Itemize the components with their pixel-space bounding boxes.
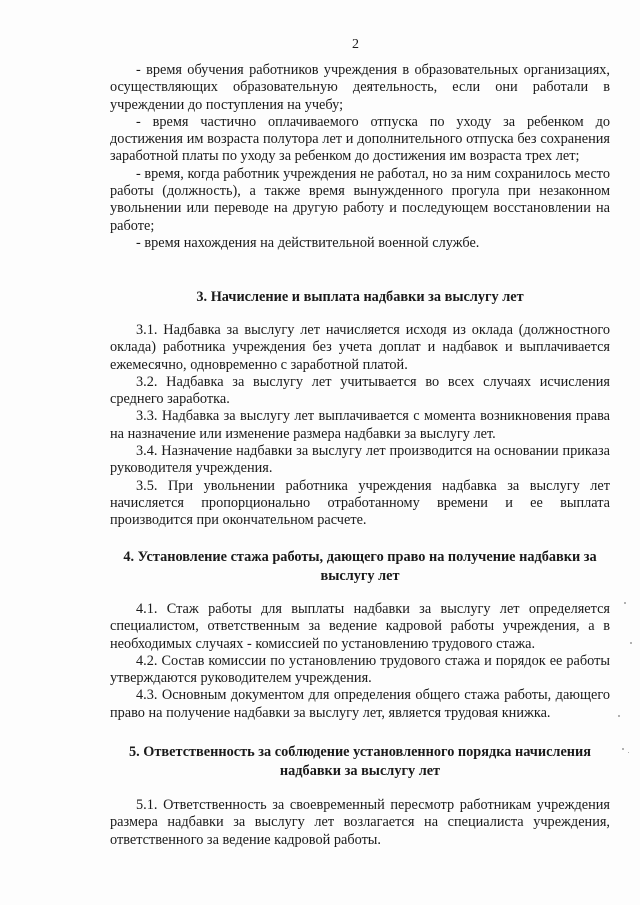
section-5-title: 5. Ответственность за соблюдение установленного порядка начисления надбавки за выслугу лет [128, 744, 592, 779]
list-continuation [110, 62, 610, 252]
section-5-body [110, 797, 610, 849]
paragraph-4-1: 4.1. Стаж работы для выплаты надбавки за выслугу лет определяется специалистом, ответственным за ведение кадровой работы учреждения, а в необходимых случаях - комиссией по установлению трудового стажа. [110, 601, 610, 652]
paragraph-3-4: 3.4. Назначение надбавки за выслугу лет производится на основании приказа руководителя учреждения. [110, 443, 610, 477]
paragraph-3-1: 3.1. Надбавка за выслугу лет начисляется исходя из оклада (должностного оклада) работника учреждения без учета доплат и надбавок и выплачивается ежемесячно, одновременно с заработной платой. [110, 322, 610, 373]
scan-speck [628, 752, 629, 753]
paragraph-3-5: 3.5. При увольнении работника учреждения надбавка за выслугу лет начисляется пропорционально отработанному времени и ее выплата производится при окончательном расчете. [110, 477, 610, 529]
section-4-title: 4. Установление стажа работы, дающего право на получение надбавки за выслугу лет [123, 549, 597, 584]
paragraph-4-2: 4.2. Состав комиссии по установлению трудового стажа и порядок ее работы утверждаются руководителем учреждения. [110, 652, 610, 687]
list-item-retained-position: - время, когда работник учреждения не работал, но за ним сохранилось место работы (должность), а также время вынужденного прогула при незаконном увольнении или переводе на другую работу и последующем восстановлении на работе; [110, 165, 610, 234]
scan-speck [624, 602, 626, 604]
paragraph-3-2: 3.2. Надбавка за выслугу лет учитывается во всех случаях исчисления среднего заработка. [110, 373, 610, 408]
list-item-parental-leave: - время частично оплачиваемого отпуска по уходу за ребенком до достижения им возраста полутора лет и дополнительного отпуска без сохранения заработной платы по уходу за ребенком до достижения им возраста трех лет; [110, 113, 610, 165]
list-item-study-time: - время обучения работников учреждения в образовательных организациях, осуществляющих образовательную деятельность, если они работали в учреждении до поступления на учебу; [110, 62, 610, 113]
section-4-body [110, 601, 610, 722]
scan-speck [630, 642, 632, 644]
page-number: 2 [352, 37, 359, 52]
list-item-military-service: - время нахождения на действительной военной службе. [136, 234, 480, 251]
paragraph-4-3: 4.3. Основным документом для определения общего стажа работы, дающего право на получение надбавки за выслугу лет, является трудовая книжка. [110, 687, 610, 721]
scan-speck [618, 715, 620, 717]
paragraph-3-3: 3.3. Надбавка за выслугу лет выплачивается с момента возникновения права на назначение или изменение размера надбавки за выслугу лет. [110, 408, 610, 442]
section-3-title: 3. Начисление и выплата надбавки за выслугу лет [196, 289, 524, 305]
section-3-body [110, 322, 610, 530]
paragraph-5-1: 5.1. Ответственность за своевременный пересмотр работникам учреждения размера надбавки за выслугу лет возлагается на специалиста учреждения, ответственного за ведение кадровой работы. [110, 797, 610, 848]
scan-speck [622, 748, 624, 750]
